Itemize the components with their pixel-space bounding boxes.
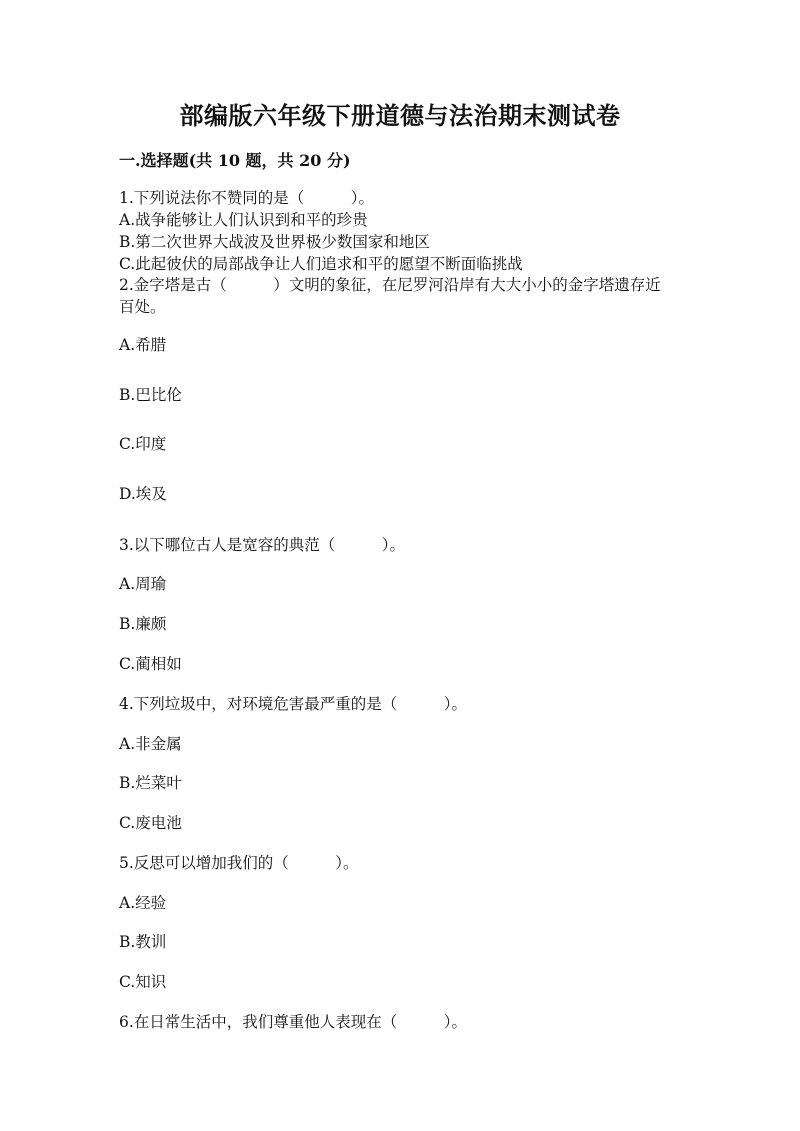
question-1-option-c: C.此起彼伏的局部战争让人们追求和平的愿望不断面临挑战 — [119, 255, 523, 273]
question-2-option-c: C.印度 — [119, 435, 167, 453]
question-5-option-b: B.教训 — [119, 933, 167, 951]
section-heading: 一.选择题(共 10 题，共 20 分) — [119, 151, 351, 170]
question-3-stem: 3.以下哪位古人是宽容的典范（ ）。 — [119, 536, 406, 554]
question-1-option-a: A.战争能够让人们认识到和平的珍贵 — [119, 211, 368, 229]
question-3-option-b: B.廉颇 — [119, 615, 167, 633]
question-1-stem: 1.下列说法你不赞同的是（ ）。 — [119, 189, 375, 207]
question-1-option-b: B.第二次世界大战波及世界极少数国家和地区 — [119, 233, 430, 251]
question-3-option-c: C.蔺相如 — [119, 655, 182, 673]
question-5-option-c: C.知识 — [119, 973, 167, 991]
question-2-option-b: B.巴比伦 — [119, 386, 182, 404]
question-6-stem: 6.在日常生活中，我们尊重他人表现在（ ）。 — [119, 1013, 468, 1031]
question-2-option-a: A.希腊 — [119, 336, 167, 354]
question-2-stem-line1: 2.金字塔是古（ ）文明的象征，在尼罗河沿岸有大大小小的金字塔遗存近 — [119, 276, 661, 294]
question-2-option-d: D.埃及 — [119, 485, 167, 503]
question-4-option-b: B.烂菜叶 — [119, 774, 182, 792]
question-5-stem: 5.反思可以增加我们的（ ）。 — [119, 854, 359, 872]
question-4-stem: 4.下列垃圾中，对环境危害最严重的是（ ）。 — [119, 695, 468, 713]
document-title: 部编版六年级下册道德与法治期末测试卷 — [179, 101, 621, 130]
question-4-option-c: C.废电池 — [119, 814, 182, 832]
question-2-stem-line2: 百处。 — [119, 298, 166, 316]
question-4-option-a: A.非金属 — [119, 735, 182, 753]
question-5-option-a: A.经验 — [119, 894, 167, 912]
question-3-option-a: A.周瑜 — [119, 575, 167, 593]
